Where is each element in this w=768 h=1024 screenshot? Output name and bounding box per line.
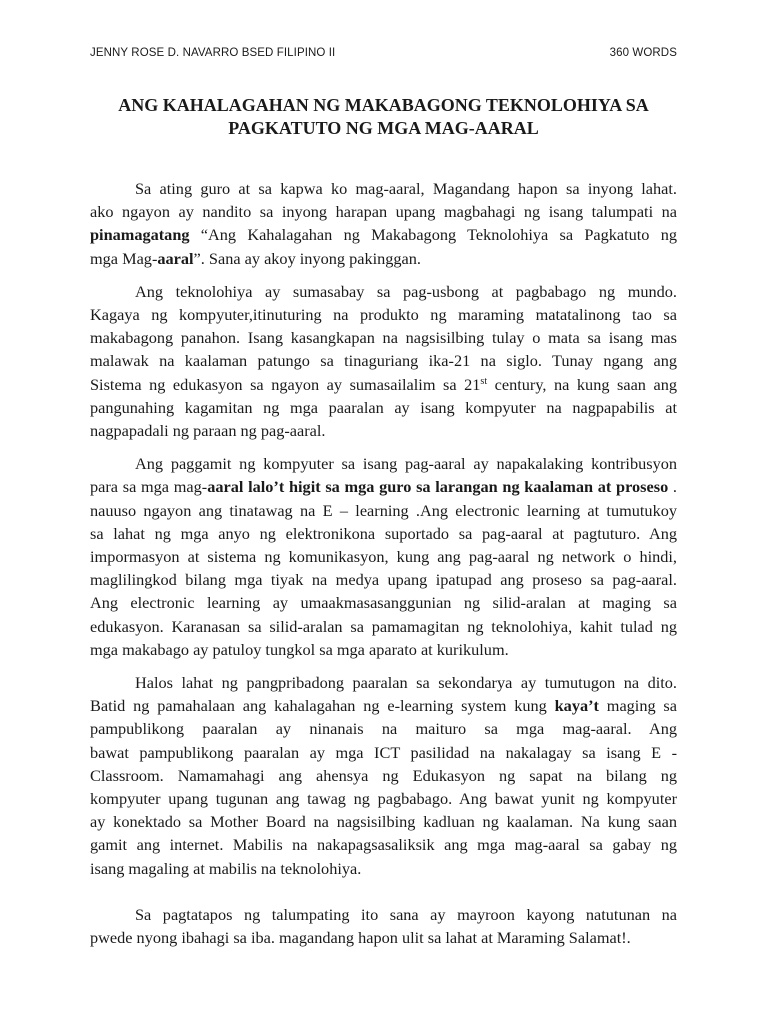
paragraph-line xyxy=(90,223,677,246)
paragraph-line: pangunahing kagamitan ng mga paaralan ay isang kompyuter na nagpapabilis at xyxy=(90,397,677,417)
paragraph-line: impormasyon at sistema ng komunikasyon, kung ang pag-aaral ng network o hindi, xyxy=(90,547,677,567)
paragraph-line: isang magaling at mabilis na teknolohiya. xyxy=(90,858,362,878)
inline-text: maging sa xyxy=(598,696,677,716)
paragraph-3 xyxy=(90,452,677,661)
title-line-2: PAGKATUTO NG MGA MAG-AARAL xyxy=(228,118,539,138)
inline-text: para sa mga mag- xyxy=(90,477,208,497)
paragraph-line xyxy=(90,475,677,498)
bold-text: pinamagatang xyxy=(90,225,190,245)
paragraph-line: ay konektado sa Mother Board na nagsisilbing kadluan ng kaalaman. Na kung saan xyxy=(90,812,677,832)
paragraph-line: nauuso ngayon ang tinatawag na E – learning .Ang electronic learning at tumutukoy xyxy=(90,500,677,520)
paragraph-line: Ang paggamit ng kompyuter sa isang pag-aaral ay napakalaking kontribusyon xyxy=(135,454,677,474)
paragraph-line: ako ngayon ay nandito sa inyong harapan upang magbahagi ng isang talumpati na xyxy=(90,202,677,222)
word-count: 360 WORDS xyxy=(609,47,677,59)
speech-body xyxy=(90,177,677,949)
paragraph-line: maglilingkod bilang mga tiyak na medya upang ipatupad ang proseso sa pag-aaral. xyxy=(90,570,677,590)
paragraph-line: Kagaya ng kompyuter,itinuturing na produkto ng maraming matatalinong tao sa xyxy=(90,305,677,325)
superscript: st xyxy=(480,375,488,387)
inline-text: Sistema ng edukasyon sa ngayon ay sumasailalim sa 21 xyxy=(90,374,481,394)
paragraph-line: makabagong panahon. Isang kasangkapan na nagsisilbing tulay o mata sa isang mas xyxy=(90,328,677,348)
paragraph-line: edukasyon. Karanasan sa silid-aralan sa pamamagitan ng teknolohiya, kahit tulad ng xyxy=(90,616,677,636)
paragraph-line xyxy=(90,373,677,396)
paragraph-line: kompyuter upang tugunan ang tawag ng pagbabago. Ang bawat yunit ng kompyuter xyxy=(90,789,677,809)
paragraph-line: pampublikong paaralan ay ninanais na maituro sa mga mag-aaral. Ang xyxy=(90,719,677,739)
paragraph-line: Classroom. Namamahagi ang ahensya ng Edukasyon ng sapat na bilang ng xyxy=(90,765,677,785)
document-title xyxy=(90,94,677,140)
paragraph-line: gamit ang internet. Mabilis na nakapagsasaliksik ang mga mag-aaral sa gabay ng xyxy=(90,835,677,855)
title-line-1: ANG KAHALAGAHAN NG MAKABAGONG TEKNOLOHIYA SA xyxy=(118,95,649,115)
paragraph-line: Ang electronic learning ay umaakmasasanggunian ng silid-aralan at maging sa xyxy=(90,593,677,613)
paragraph-line: mga makabago ay patuloy tungkol sa mga aparato at kurikulum. xyxy=(90,639,509,659)
paragraph-line: sa lahat ng mga anyo ng elektronikona suportado sa pag-aaral at pagtuturo. Ang xyxy=(90,523,677,543)
paragraph-2 xyxy=(90,280,677,442)
author-line: JENNY ROSE D. NAVARRO BSED FILIPINO II xyxy=(90,47,336,59)
inline-text: . xyxy=(668,477,678,497)
paragraph-line xyxy=(90,247,677,270)
paragraph-line: Sa ating guro at sa kapwa ko mag-aaral, Magandang hapon sa inyong lahat. xyxy=(135,179,677,198)
paragraph-line xyxy=(90,694,677,717)
paragraph-4 xyxy=(90,671,677,880)
bold-text: kaya’t xyxy=(554,696,599,716)
inline-text: Batid ng pamahalaan ang kahalagahan ng e-learning system kung xyxy=(90,696,555,716)
page-header xyxy=(90,47,677,65)
paragraph-line: malawak na kaalaman patungo sa tinaguriang ika-21 na siglo. Tunay ngang ang xyxy=(90,351,677,371)
paragraph-1 xyxy=(90,177,677,270)
paragraph-line: Ang teknolohiya ay sumasabay sa pag-usbong at pagbabago ng mundo. xyxy=(135,281,677,301)
inline-text: “Ang Kahalagahan ng Makabagong Teknolohiya sa Pagkatuto ng xyxy=(189,225,677,245)
bold-text: aaral lalo’t higit sa mga guro sa larangan ng kaalaman at proseso xyxy=(207,477,669,497)
paragraph-line: pwede nyong ibahagi sa iba. magandang hapon ulit sa lahat at Maraming Salamat!. xyxy=(90,928,631,948)
inline-text: mga Mag- xyxy=(90,248,158,268)
paragraph-5 xyxy=(90,903,677,949)
paragraph-line: Halos lahat ng pangpribadong paaralan sa sekondarya ay tumutugon na dito. xyxy=(135,673,677,693)
paragraph-line: Sa pagtatapos ng talumpating ito sana ay mayroon kayong natutunan na xyxy=(135,904,677,924)
inline-text: century, na kung saan ang xyxy=(487,374,677,394)
paragraph-line: nagpapadali ng paraan ng pag-aaral. xyxy=(90,421,326,441)
inline-text: ”. Sana ay akoy inyong pakinggan. xyxy=(193,248,421,268)
paragraph-line: bawat pampublikong paaralan ay mga ICT pasilidad na nakalagay sa isang E - xyxy=(90,742,677,762)
bold-text: aaral xyxy=(157,248,194,268)
